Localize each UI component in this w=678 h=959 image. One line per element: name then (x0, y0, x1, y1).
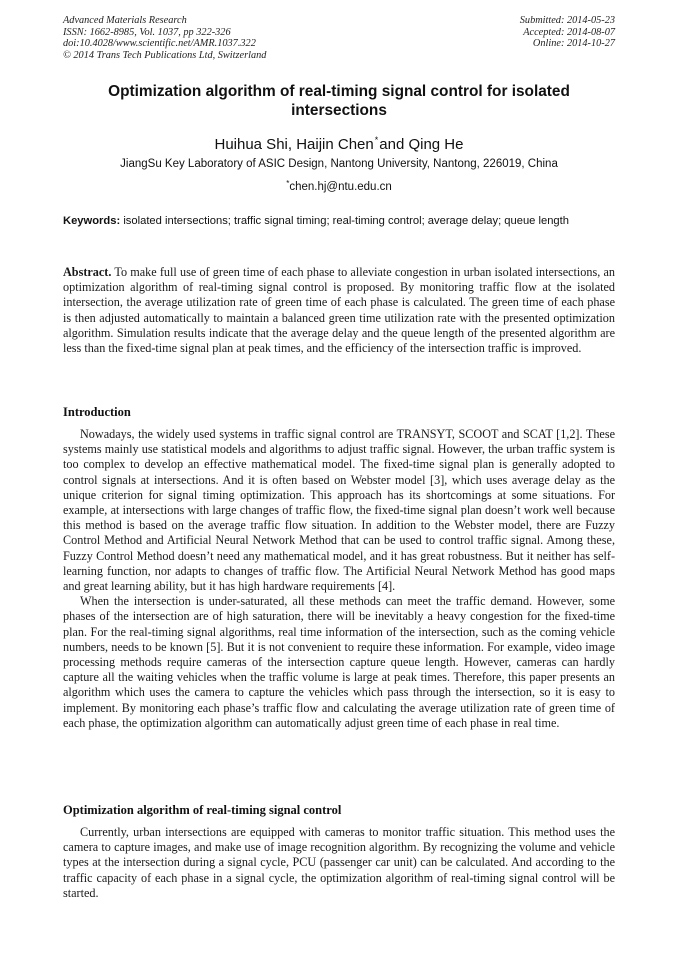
abstract-text: To make full use of green time of each phase to alleviate congestion in urban isolated intersections, an optimization algorithm of real-timing signal control is proposed. By monitoring traffic flow at the isolated intersection, the average utilization rate of green time of each phase is calculated. The green time of each phase is then adjusted automatically to maintain a balanced green time utilization rate with the presented optimization algorithm. Simulation results indicate that the average delay and the queue length of the presented algorithm are less than the fixed-time signal plan at peak times, and the efficiency of the intersection traffic is improved. (63, 265, 615, 356)
contact-email (0, 177, 678, 194)
optimization-paragraph: Currently, urban intersections are equipped with cameras to monitor traffic situation. This method uses the camera to capture images, and make use of image recognition algorithm. By recognizing the volume and vehicle types at the intersection during a signal cycle, PCU (passenger car unit) can be calculated. And according to the traffic capacity of each phase in a signal cycle, the optimization algorithm of real-timing signal control will be started. (63, 825, 615, 900)
email-mark: * (286, 179, 290, 188)
keywords (63, 214, 615, 229)
keywords-label: Keywords: (63, 215, 121, 227)
author-list (0, 131, 678, 154)
authors-first: Huihua Shi, Haijin Chen (214, 136, 374, 153)
journal-issn: ISSN: 1662-8985, Vol. 1037, pp 322-326 (63, 26, 231, 38)
optimization-heading: Optimization algorithm of real-timing signal control (63, 803, 342, 817)
introduction-paragraph: When the intersection is under-saturated, all these methods can meet the traffic demand. However, some phases of the intersection are of high saturation, there will be inevitably a heavy congestion for the fixed-time plan. For the real-timing signal algorithms, real time information of the intersection, such as the coming vehicle numbers, needs to be known [5]. But it is not convenient to require these information. For example, video image processing methods require cameras of the intersection capture queue length. However, cameras can hardly capture all the waiting vehicles when the traffic volume is large at peak times. Therefore, this paper presents an algorithm which uses the camera to capture the vehicles which pass through the intersection, so it is easy to implement. By monitoring each phase’s traffic flow and calculating the average utilization rate of green time of each phase, the optimization algorithm can automatically adjust green time of each phase in real time. (63, 594, 615, 730)
email-address: chen.hj@ntu.edu.cn (289, 181, 392, 193)
journal-info (63, 15, 266, 61)
optimization-section (63, 825, 615, 901)
submission-dates (520, 15, 615, 50)
journal-doi: doi:10.4028/www.scientific.net/AMR.1037.322 (63, 38, 256, 50)
keywords-text: isolated intersections; traffic signal timing; real-timing control; average delay; queue length (123, 215, 569, 227)
journal-name: Advanced Materials Research (63, 15, 187, 26)
submitted-date: Submitted: 2014-05-23 (519, 15, 615, 26)
authors-last: and Qing He (379, 136, 464, 153)
abstract-label: Abstract. (63, 265, 112, 279)
introduction-heading: Introduction (63, 405, 131, 419)
journal-copyright: © 2014 Trans Tech Publications Ltd, Switzerland (63, 49, 267, 61)
corresponding-author-mark: * (374, 135, 379, 145)
abstract (63, 265, 615, 356)
affiliation: JiangSu Key Laboratory of ASIC Design, Nantong University, Nantong, 226019, China (120, 158, 558, 170)
introduction-section (63, 427, 615, 731)
introduction-paragraph: Nowadays, the widely used systems in traffic signal control are TRANSYT, SCOOT and SCAT [1,2]. These systems mainly use statistical models and algorithms to adjust traffic signal. However, the urban traffic system is too complex to develop an effective mathematical model. The fixed-time signal plan is generally adopted to control signals at intersections. And it is often based on Webster model [3], which uses average delay as the unique criterion for signal timing optimization. This approach has its shortcomings at some situations. For example, at intersections with large changes of traffic flow, the fixed-time signal plan doesn’t work well because this method is based on the average traffic flow situation. In addition to the Webster model, there are Fuzzy Control Method and Artificial Neural Network Method that can be used to control traffic signal. Among these, Fuzzy Control Method doesn’t need any mathematical model, and it has great robustness. But it neither has self-learning function, nor adapts to changes of traffic flow. The Artificial Neural Network Method has good maps and great learning ability, but it has high hardware requirements [4]. (63, 427, 615, 594)
accepted-date: Accepted: 2014-08-07 (523, 26, 615, 38)
paper-title: Optimization algorithm of real-timing signal control for isolated intersections (108, 83, 570, 119)
online-date: Online: 2014-10-27 (532, 38, 615, 50)
